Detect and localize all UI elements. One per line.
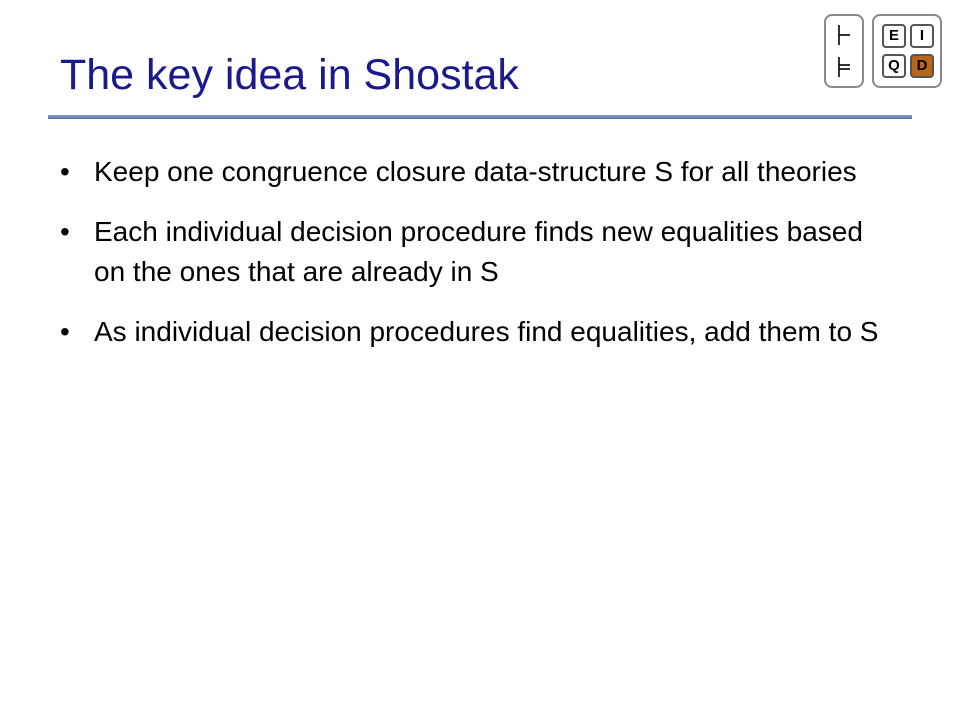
title-divider bbox=[48, 115, 912, 119]
bullet-text: As individual decision procedures find equalities, add them to S bbox=[94, 316, 879, 347]
bullet-item bbox=[60, 212, 880, 292]
bullet-text: Keep one congruence closure data-structure S for all theories bbox=[94, 156, 857, 187]
logo-eiqd-box bbox=[872, 14, 942, 88]
slide-title: The key idea in Shostak bbox=[60, 51, 519, 99]
logo-cell-e: E bbox=[882, 24, 906, 48]
bullet-dot: • bbox=[60, 216, 70, 247]
turnstile-icon bbox=[837, 24, 851, 46]
double-turnstile-icon bbox=[837, 56, 851, 78]
bullet-item bbox=[60, 152, 880, 192]
bullet-dot: • bbox=[60, 156, 70, 187]
bullet-text: Each individual decision procedure finds new equalities based on the ones that are already in S bbox=[94, 216, 863, 287]
bullet-dot: • bbox=[60, 316, 70, 347]
logo-cell-i: I bbox=[910, 24, 934, 48]
logo-cell-q: Q bbox=[882, 54, 906, 78]
logo-cell-d: D bbox=[910, 54, 934, 78]
logo-turnstile-box bbox=[824, 14, 864, 88]
bullet-list bbox=[60, 152, 880, 372]
bullet-item bbox=[60, 312, 880, 352]
